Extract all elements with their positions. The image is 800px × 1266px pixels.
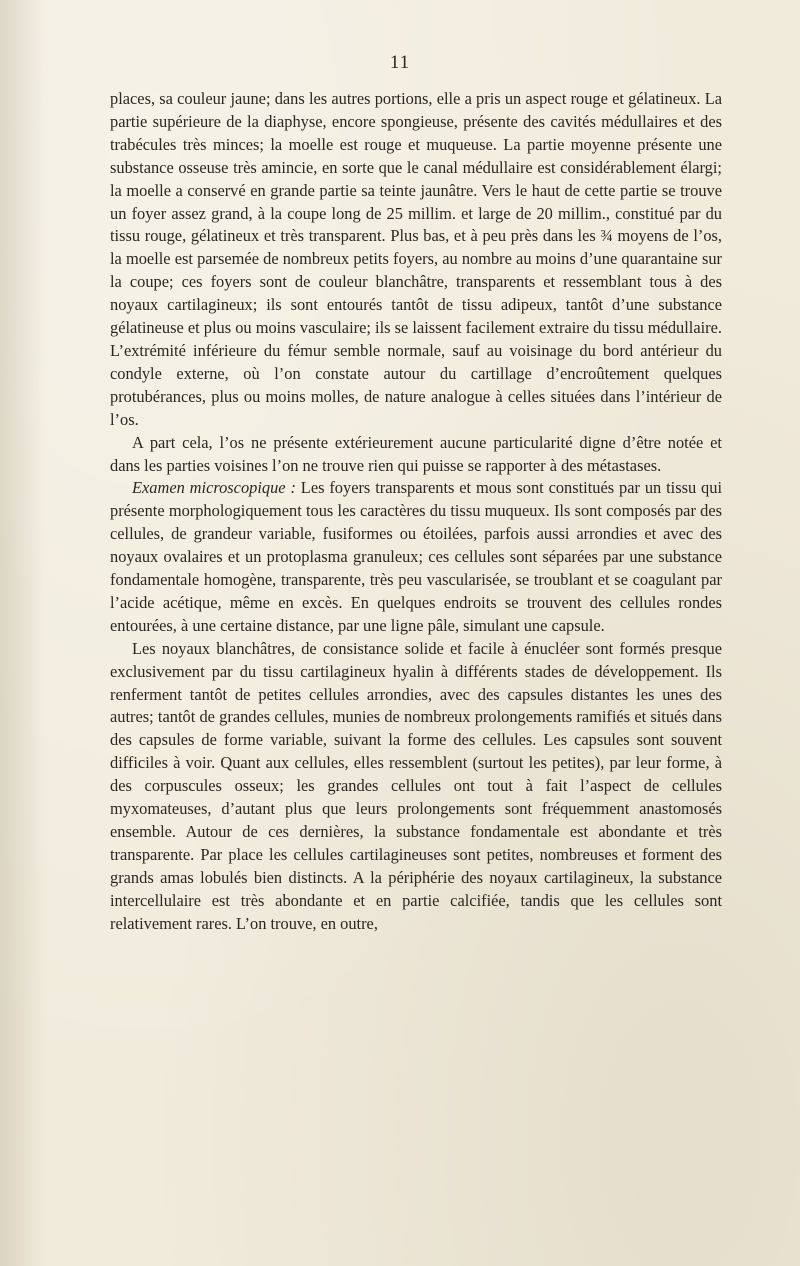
paragraph-4-text: Les noyaux blanchâtres, de consistance solide et facile à énucléer sont formés presque exclusivement par du tissu cartilagineux hyalin à différents stades de développement. Ils renferment tantôt de petites cellules arrondies, avec des capsules distantes les unes des autres; tantôt de grandes cellules, munies de nombreux prolongements ramifiés et situés dans des capsules de forme variable, suivant la forme des cellules. Les capsules sont souvent difficiles à voir. Quant aux cellules, elles ressemblent (surtout les petites), par leur forme, à des corpuscules osseux; les grandes cellules ont tout à fait l’aspect de cellules myxomateuses, d’autant plus que leurs prolongements sont fréquemment anastomosés ensemble. Autour de ces dernières, la substance fondamentale est abondante et très transparente. Par place les cellules cartilagineuses sont petites, nombreuses et forment des grands amas lobulés bien distincts. A la périphérie des noyaux cartilagineux, la substance intercellulaire est très abondante et en partie calcifiée, tandis que les cellules sont relativement rares. L’on trouve, en outre, (110, 638, 722, 933)
paragraph-3-text: Les foyers transparents et mous sont constitués par un tissu qui présente morphologiquement tous les caractères du tissu muqueux. Ils sont composés par des cellules, de grandeur variable, fusiformes ou étoilées, parfois aussi arrondies et avec des noyaux ovalaires et un protoplasma granuleux; ces cellules sont séparées par une substance fondamentale homogène, transparente, très peu vascularisée, se troublant et se coagulant par l’acide acétique, même en excès. En quelques endroits se trouvent des cellules rondes entourées, à une certaine distance, par une ligne pâle, simulant une capsule. (110, 478, 722, 635)
page-edge-shadow (0, 0, 46, 1266)
paragraph-2 (110, 432, 722, 478)
page-number: 11 (389, 52, 411, 73)
paragraph-4 (110, 638, 722, 936)
section-label: Examen microscopique : (132, 478, 296, 498)
paragraph-1 (110, 88, 722, 432)
paragraph-2-text: A part cela, l’os ne présente extérieurement aucune particularité digne d’être notée et dans les parties voisines l’on ne trouve rien qui puisse se rapporter à des métastases. (110, 432, 722, 475)
body-text (110, 88, 722, 936)
paragraph-3 (110, 477, 722, 637)
paragraph-1-text: places, sa couleur jaune; dans les autres portions, elle a pris un aspect rouge et gélatineux. La partie supérieure de la diaphyse, encore spongieuse, présente des cavités médullaires et des trabécules très minces; la moelle est rouge et muqueuse. La partie moyenne présente une substance osseuse très amincie, en sorte que le canal médullaire est considérablement élargi; la moelle a conservé en grande partie sa teinte jaunâtre. Vers le haut de cette partie se trouve un foyer assez grand, à la coupe long de 25 millim. et large de 20 millim., constitué par du tissu rouge, gélatineux et très transparent. Plus bas, et à peu près dans les ¾ moyens de l’os, la moelle est parsemée de nombreux petits foyers, au nombre au moins d’une quarantaine sur la coupe; ces foyers sont de couleur blanchâtre, transparents et ressemblant tous à des noyaux cartilagineux; ils sont entourés tantôt de tissu adipeux, tantôt d’une substance gélatineuse et plus ou moins vasculaire; ils se laissent facilement extraire du tissu médullaire. L’extrémité inférieure du fémur semble normale, sauf au voisinage du bord antérieur du condyle externe, où l’on constate autour du cartillage d’encroûtement quelques protubérances, plus ou moins molles, de nature analogue à celles situées dans l’intérieur de l’os. (110, 89, 722, 429)
